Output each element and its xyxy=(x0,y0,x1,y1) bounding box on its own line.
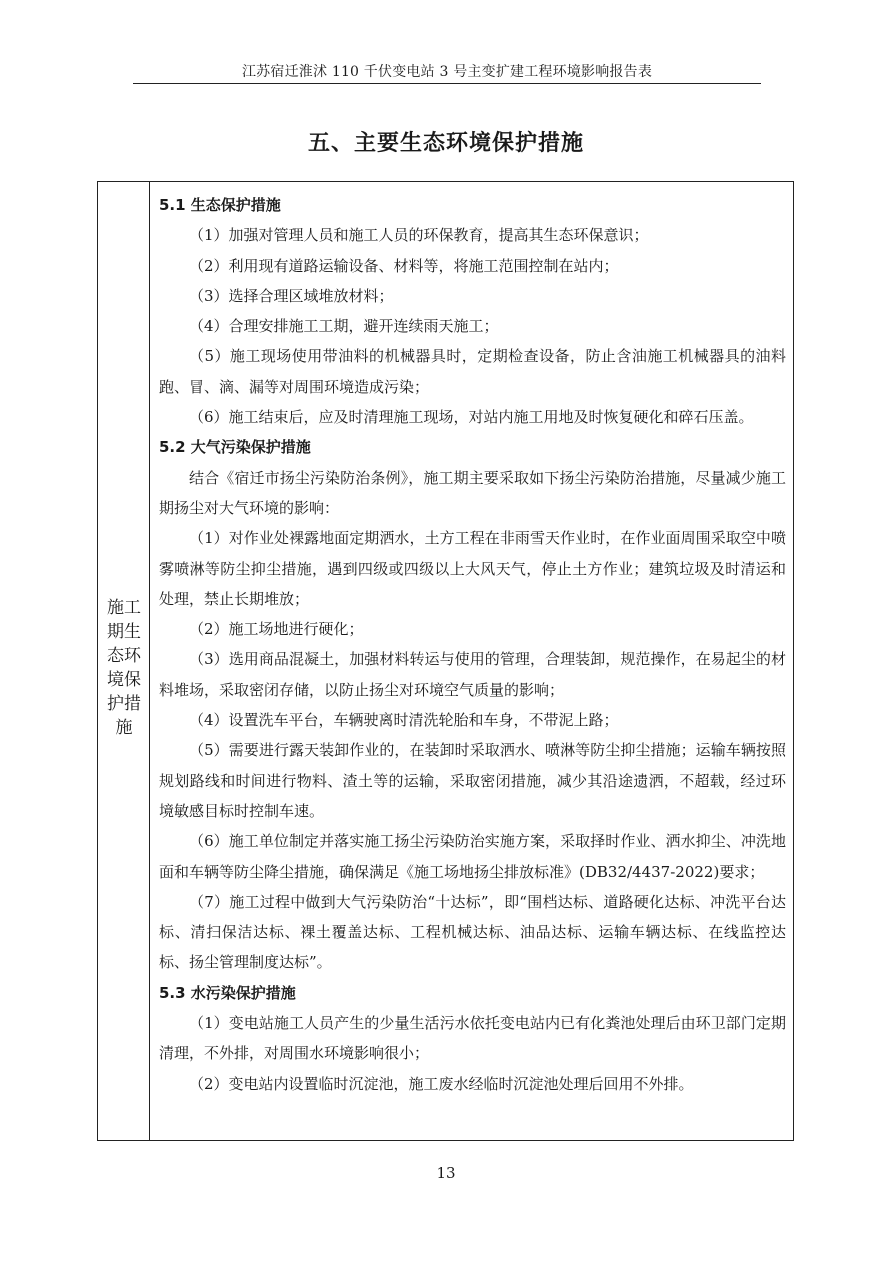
paragraph: （7）施工过程中做到大气污染防治“十达标”，即“围档达标、道路硬化达标、冲洗平台达标、清扫保洁达标、裸土覆盖达标、工程机械达标、油品达标、运输车辆达标、在线监控达标、扬尘管理制度达标”。 xyxy=(159,892,786,972)
paragraph: 结合《宿迁市扬尘污染防治条例》，施工期主要采取如下扬尘污染防治措施，尽量减少施工期扬尘对大气环境的影响： xyxy=(159,468,786,517)
paragraph: （3）选择合理区域堆放材料； xyxy=(189,286,394,305)
paragraph: （4）设置洗车平台，车辆驶离时清洗轮胎和车身，不带泥上路； xyxy=(189,711,619,730)
measures-table xyxy=(97,181,794,1141)
section-title: 五、主要生态环境保护措施 xyxy=(307,131,584,156)
paragraph: （2）利用现有道路运输设备、材料等，将施工范围控制在站内； xyxy=(189,256,619,275)
heading-ecological-protection: 5.1 生态保护措施 xyxy=(159,196,281,214)
paragraph: （2）变电站内设置临时沉淀池，施工废水经临时沉淀池处理后回用不外排。 xyxy=(189,1074,694,1093)
row-label: 施工期生态环境保护措施 xyxy=(107,598,141,738)
heading-water-pollution: 5.3 水污染保护措施 xyxy=(159,983,296,1002)
paragraph: （3）选用商品混凝土，加强材料转运与使用的管理，合理装卸，规范操作，在易起尘的材料堆场，采取密闭存储，以防止扬尘对环境空气质量的影响； xyxy=(159,650,786,699)
content-body xyxy=(159,190,786,1099)
paragraph: （5）施工现场使用带油料的机械器具时，定期检查设备，防止含油施工机械器具的油料跑、冒、滴、漏等对周围环境造成污染； xyxy=(159,347,786,396)
paragraph: （4）合理安排施工工期，避开连续雨天施工； xyxy=(189,317,499,336)
paragraph: （1）加强对管理人员和施工人员的环保教育，提高其生态环保意识； xyxy=(189,226,649,245)
header-rule xyxy=(133,83,761,84)
heading-air-pollution: 5.2 大气污染保护措施 xyxy=(159,438,311,457)
paragraph: （1）变电站施工人员产生的少量生活污水依托变电站内已有化粪池处理后由环卫部门定期清理，不外排，对周围水环境影响很小； xyxy=(159,1014,786,1063)
paragraph: （1）对作业处裸露地面定期洒水，土方工程在非雨雪天作业时，在作业面周围采取空中喷雾喷淋等防尘抑尘措施，遇到四级或四级以上大风天气，停止土方作业；建筑垃圾及时清运和处理，禁止长期堆放； xyxy=(159,529,786,608)
content-cell xyxy=(150,182,793,1140)
paragraph: （2）施工场地进行硬化； xyxy=(189,620,364,639)
paragraph: （6）施工单位制定并落实施工扬尘污染防治实施方案，采取择时作业、洒水抑尘、冲洗地面和车辆等防尘降尘措施，确保满足《施工场地扬尘排放标准》(DB32/4437-2022)要求； xyxy=(159,832,786,881)
page-number: 13 xyxy=(436,1164,456,1182)
paragraph: （5）需要进行露天装卸作业的，在装卸时采取洒水、喷淋等防尘抑尘措施；运输车辆按照规划路线和时间进行物料、渣土等的运输，采取密闭措施，减少其沿途遗洒，不超载，经过环境敏感目标时控制车速。 xyxy=(159,741,786,820)
row-label-cell xyxy=(98,182,150,1140)
running-header: 江苏宿迁淮沭 110 千伏变电站 3 号主变扩建工程环境影响报告表 xyxy=(241,64,653,80)
paragraph: （6）施工结束后，应及时清理施工现场，对站内施工用地及时恢复硬化和碎石压盖。 xyxy=(189,408,754,427)
